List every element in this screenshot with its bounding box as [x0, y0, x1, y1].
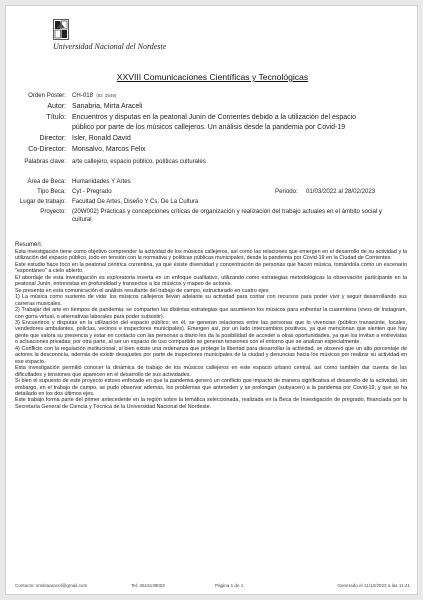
resumen-paragraph: Esta investigación tiene como objetivo comprender la actividad de los músicos callejeros, así como las relaciones que emergen en el desarrollo de su actividad y la utilización del espacio público, todo en tensión con la normativa y políticas públicas municipales, desde la pandemia por Covid-19 en la Ciudad de Corrientes. [15, 249, 407, 262]
director-value: Isler, Ronald David [72, 135, 131, 142]
footer-phone: Tel: 3516139002 [131, 583, 165, 588]
resumen-paragraph: Este trabajo forma parte del primer antecedente en la región sobre la temática seleccionada, realizada en la Beca de Investigación de pregrado, financiada por la Secretaría General de Ciencia y Técnica de la Universidad Nacional del Nordeste. [15, 397, 407, 410]
director-label: Director: [39, 135, 66, 142]
periodo-label: Periodo: [275, 188, 298, 195]
proyecto-label: Proyecto: [40, 208, 66, 215]
resumen-label: Resumen: [15, 242, 43, 248]
titulo-label: Título: [46, 114, 66, 121]
autor-value: Sanabria, Mirta Araceli [72, 103, 143, 110]
resumen-paragraph: 3) Encuentros y disputas en la utilización del espacio público; en él, se generan relaciones entre las personas que lo vivencian (público transeúnte, locales, vendedores ambulantes, policías, vecinos e inspectores municipales). Emergen así, por un lado intercambios positivos, ya que mencionan que sienten que hay gente que valora su presencia y estar en contacto con las personas a diario les da la posibilidad de acceder a otras oportunidades, ya que los invitan a entrevistas o actuaciones privadas; por otra parte, al ser un espacio de uso compartido se generan tensiones con el entorno que se analizan especialmente. [15, 319, 407, 346]
area-label: Área de Beca: [27, 178, 66, 185]
resumen-paragraph: Si bien el supuesto de este proyecto estuvo enfocado en que la pandemia generó un conflicto que impactó de manera significativa el desarrollo de la actividad, sin embargo, en el trabajo de campo, se pudo observar además, los problemas que anteceden y se prolongan (subyacen) a la pandemia por Covid-19, y que se ha detallado en los dos últimos ejes. [15, 378, 407, 397]
footer-generated: Generado el 11/12/2023 a las 11:41 [337, 583, 410, 588]
orden-id: (ID: 1549) [96, 93, 117, 98]
lugar-value: Facultad De Artes, Diseño Y Cs. De La Cultura [72, 198, 199, 205]
document-page [5, 5, 418, 595]
resumen-paragraph: 4) Conflicto con la regulación institucional; si bien existe una ordenanza que protege la libertad para desarrollar la actividad, se observó que un alto porcentaje de actores la desconocía, además de existir desajustes por parte de inspectores municipales de la ciudad y denuncias hacia los músicos por realizar su actividad en ese espacio. [15, 345, 407, 365]
area-value: Humanidades Y Artes [72, 178, 131, 185]
university-name: Universidad Nacional del Nordeste [53, 42, 167, 51]
resumen-paragraph: 2) Trabajar del arte en tiempos de pandemia: se comparten las distintas estrategias que asumieron los músicos para enfrentar la cuarentena (vivos de Instagram, con gorra virtual, o alternativas laborales para poder subsistir). [15, 307, 407, 320]
periodo-value: 01/03/2022 al 28/02/2023 [306, 188, 376, 195]
resumen-paragraph: El abordaje de esta investigación es exploratoria inserta en un enfoque cualitativo, utilizando como estrategias metodológicas la observación participante en la peatonal Junín, entrevistas en profundidad y transectos a los músicos y mapeo de actores. [15, 274, 407, 288]
footer-page: Página 1 de 1 [215, 583, 244, 588]
resumen-paragraph: Esta investigación permitió conocer la dinámica de trabajo de los músicos callejeros en este espacio urbano central, así como también dar cuenta de las dificultades y tensiones que aparecen en el desarrollo de sus actividades. [15, 365, 407, 378]
resumen-paragraph: Se presenta en esta comunicación el análisis resultante del trabajo de campo, estructurado en cuatro ejes: [15, 287, 270, 294]
resumen-paragraph: 1) La música como sustento de vida: los músicos callejeros llevan adelante su actividad para contar con recursos para poder vivir y seguir desarrollando sus carreras musicales. [15, 294, 407, 307]
codirector-value: Monsalvo, Marcos Felix [72, 146, 146, 153]
tipo-value: Cyt - Pregrado [72, 188, 112, 195]
titulo-line-1: Encuentros y disputas en la peatonal Junín de Corrientes debido a la utilización del espacio [72, 114, 357, 121]
tipo-label: Tipo Beca: [37, 188, 66, 195]
proyecto-line-1: (20W002) Prácticas y concepciones críticas de organización y realización del trabajo actuales en el ámbito social y [72, 208, 382, 215]
codirector-label: Co-Director: [28, 146, 66, 153]
palabras-label: Palabras clave: [24, 158, 66, 165]
orden-label: Orden Poster: [28, 92, 66, 99]
resumen-body [15, 249, 407, 410]
autor-label: Autor: [47, 103, 66, 110]
resumen-paragraph: Este estudio hace foco en la peatonal céntrica correntina, ya que existe diversidad y concentración de personas que hacen música, tomándola como un escenario "espontáneo" a cielo abierto. [15, 261, 407, 275]
palabras-value: arte callejero, espacio público, políticas culturales [72, 158, 206, 165]
lugar-label: Lugar de trabajo: [19, 198, 66, 205]
orden-value: CH-018 (ID: 1549) [72, 92, 117, 99]
footer-email: Contacto: smsitaaracel@gmail.com [15, 583, 88, 588]
proyecto-line-2: cultural [72, 216, 92, 223]
titulo-line-2: público por parte de los músicos callejeros. Un análisis desde la pandemia por Covid-19 [72, 124, 346, 131]
page-title: XXVIII Comunicaciones Científicas y Tecnológicas [116, 72, 309, 82]
university-logo-icon [53, 19, 69, 40]
